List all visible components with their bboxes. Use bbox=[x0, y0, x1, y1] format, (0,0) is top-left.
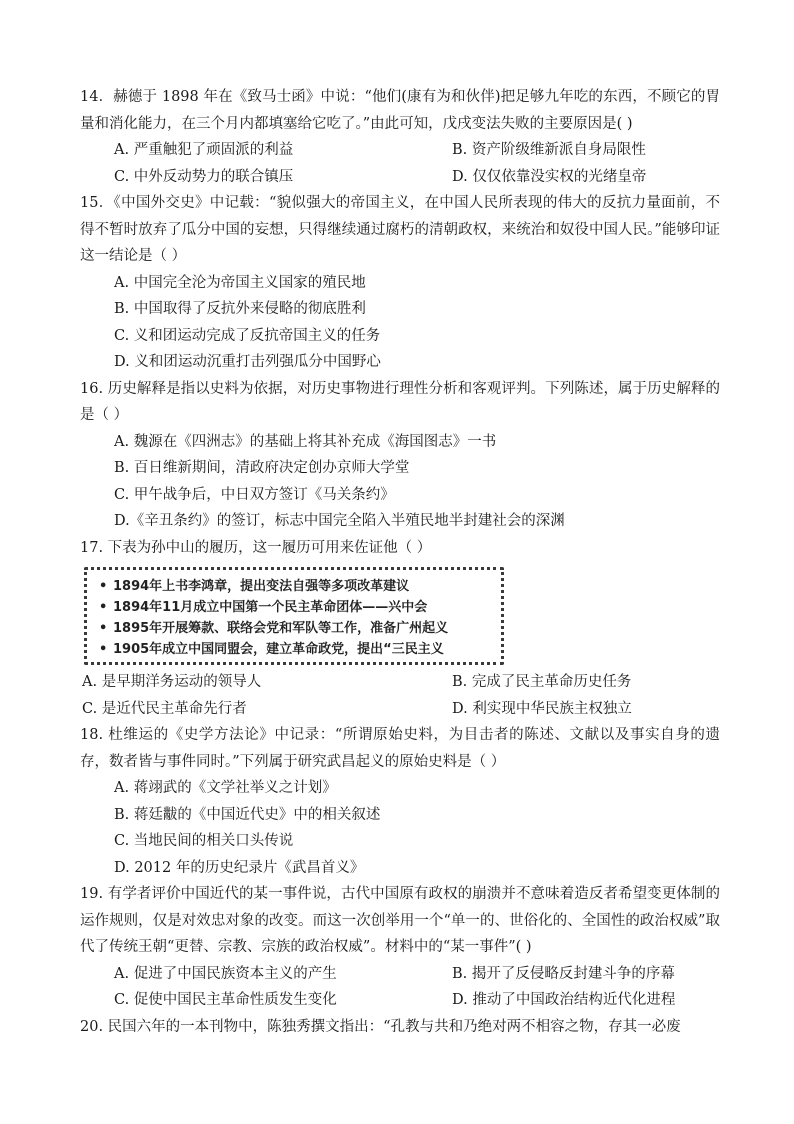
option-c: C. 中外反动势力的联合镇压 bbox=[114, 168, 294, 185]
option-a: A. 严重触犯了顽固派的利益 bbox=[114, 142, 294, 158]
question-stem: 19. 有学者评价中国近代的某一事件说，古代中国原有政权的崩溃并不意味着造反者希望变更体制的运作规则，仅是对效忠对象的改变。而这一次创举用一个“单一的、世俗化的、全国性的政治权威”取代了传统王朝“更替、宗教、宗族的政治权威”。材料中的“某一事件”( ) bbox=[80, 886, 720, 955]
option-row bbox=[80, 669, 720, 696]
question-19 bbox=[80, 881, 720, 1014]
option-c: C. 当地民间的相关口头传说 bbox=[114, 833, 294, 849]
option-b: B. 中国取得了反抗外来侵略的彻底胜利 bbox=[114, 301, 366, 317]
question-15 bbox=[80, 190, 720, 376]
option-c: C. 促使中国民主革命性质发生变化 bbox=[114, 992, 337, 1008]
option-a: A. 促进了中国民族资本主义的产生 bbox=[114, 965, 337, 982]
option-d: D. 仅仅依靠没实权的光绪皇帝 bbox=[452, 168, 647, 185]
resume-line: • 1894年上书李鸿章，提出变法自强等多项改革建议 bbox=[99, 576, 491, 597]
option-row bbox=[80, 961, 720, 988]
bullet-icon: • bbox=[99, 642, 108, 657]
option-d: D. 推动了中国政治结构近代化进程 bbox=[452, 992, 676, 1008]
option-a: A. 魏源在《四洲志》的基础上将其补充成《海国图志》一书 bbox=[114, 433, 497, 450]
question-17 bbox=[80, 535, 720, 723]
resume-line: • 1895年开展筹款、联络会党和军队等工作，准备广州起义 bbox=[99, 618, 491, 639]
question-stem: 15．《中国外交史》中记载：“貌似强大的帝国主义，在中国人民所表现的伟大的反抗力量面前，不得不暂时放弃了瓜分中国的妄想，只得继续通过腐朽的清朝政权，来统治和奴役中国人民。”能够印证这一结论是（ ） bbox=[80, 195, 720, 264]
question-stem: 14．赫德于 1898 年在《致马士函》中说：“他们(康有为和伙伴)把足够九年吃的东西，不顾它的胃量和消化能力，在三个月内都填塞给它吃了。”由此可知，戊戌变法失败的主要原因是( ) bbox=[80, 89, 720, 132]
question-stem: 17. 下表为孙中山的履历，这一履历可用来佐证他（ ） bbox=[80, 539, 432, 556]
exam-page bbox=[80, 84, 720, 1040]
resume-table bbox=[84, 567, 504, 665]
question-stem: 18. 杜维运的《史学方法论》中记录：“所谓原始史料，为目击者的陈述、文献以及事实自身的遗存，数者皆与事件同时。”下列属于研究武昌起义的原始史料是（ ） bbox=[80, 727, 720, 770]
option-a: A. 中国完全沦为帝国主义国家的殖民地 bbox=[114, 274, 366, 291]
option-b: B. 揭开了反侵略反封建斗争的序幕 bbox=[452, 965, 675, 982]
resume-line: • 1894年11月成立中国第一个民主革命团体——兴中会 bbox=[99, 597, 491, 618]
question-stem: 20. 民国六年的一本刊物中，陈独秀撰文指出：“孔教与共和乃绝对两不相容之物，存其一必废 bbox=[80, 1018, 681, 1035]
question-14 bbox=[80, 84, 720, 190]
question-16 bbox=[80, 376, 720, 535]
bullet-icon: • bbox=[99, 579, 108, 594]
option-row bbox=[80, 164, 720, 191]
option-a: A. 是早期洋务运动的领导人 bbox=[82, 674, 262, 690]
option-d: D. 2012 年的历史纪录片《武昌首义》 bbox=[114, 859, 365, 876]
option-b: B. 百日维新期间，清政府决定创办京师大学堂 bbox=[114, 460, 410, 476]
option-b: B. 资产阶级维新派自身局限性 bbox=[452, 142, 646, 158]
option-c: C. 是近代民主革命先行者 bbox=[82, 700, 247, 717]
option-a: A. 蒋翊武的《文学社举义之计划》 bbox=[114, 780, 337, 796]
option-b: B. 蒋廷黻的《中国近代史》中的相关叙述 bbox=[114, 806, 381, 823]
option-row bbox=[80, 696, 720, 723]
option-c: C. 甲午战争后，中日双方签订《马关条约》 bbox=[114, 486, 395, 503]
option-row bbox=[80, 987, 720, 1014]
bullet-icon: • bbox=[99, 621, 108, 636]
resume-line: • 1905年成立中国同盟会，建立革命政党，提出“三民主义 bbox=[99, 639, 491, 660]
bullet-icon: • bbox=[99, 600, 108, 615]
question-stem: 16. 历史解释是指以史料为依据，对历史事物进行理性分析和客观评判。下列陈述，属于历史解释的是（ ） bbox=[80, 380, 720, 423]
option-c: C. 义和团运动完成了反抗帝国主义的任务 bbox=[114, 327, 381, 344]
option-d: D. 利实现中华民族主权独立 bbox=[452, 700, 632, 717]
option-row bbox=[80, 137, 720, 164]
option-d: D. 义和团运动沉重打击列强瓜分中国野心 bbox=[114, 354, 381, 370]
option-d: D.《辛丑条约》的签订，标志中国完全陷入半殖民地半封建社会的深渊 bbox=[114, 513, 565, 529]
option-b: B. 完成了民主革命历史任务 bbox=[452, 674, 632, 690]
question-18 bbox=[80, 722, 720, 881]
question-20 bbox=[80, 1014, 720, 1041]
resume-box bbox=[84, 567, 504, 665]
